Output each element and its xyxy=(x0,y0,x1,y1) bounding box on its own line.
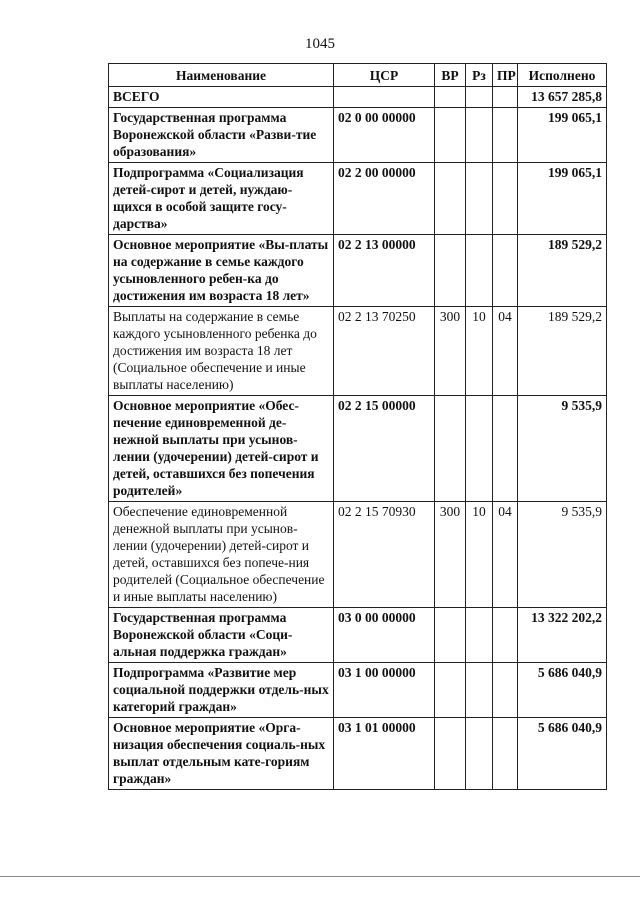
cell-name: Выплаты на содержание в семье каждого усыновленного ребенка до достижения им возраста 18 лет (Социальное обеспечение и иные выплаты населению) xyxy=(109,307,334,396)
table-row xyxy=(109,307,607,396)
cell-vr xyxy=(435,663,466,718)
cell-csr: 03 0 00 00000 xyxy=(334,608,435,663)
table-body xyxy=(109,87,607,790)
cell-rz xyxy=(466,663,493,718)
page-number: 1045 xyxy=(305,36,335,52)
cell-pr xyxy=(493,663,518,718)
cell-name: Основное мероприятие «Вы-платы на содержание в семье каждого усыновленного ребен-ка до достижения им возраста 18 лет» xyxy=(109,235,334,307)
cell-pr xyxy=(493,163,518,235)
cell-name: Подпрограмма «Социализация детей-сирот и детей, нуждаю-щихся в особой защите госу-дарства» xyxy=(109,163,334,235)
cell-executed: 9 535,9 xyxy=(518,396,607,502)
cell-name: Основное мероприятие «Обес-печение единовременной де-нежной выплаты при усынов-лении (удочерении) детей-сирот и детей, оставшихся без попечения родителей» xyxy=(109,396,334,502)
header-rz: Рз xyxy=(466,64,493,87)
cell-rz xyxy=(466,163,493,235)
cell-csr: 03 1 00 00000 xyxy=(334,663,435,718)
cell-rz xyxy=(466,108,493,163)
cell-executed: 189 529,2 xyxy=(518,307,607,396)
table-row xyxy=(109,663,607,718)
cell-csr: 02 2 13 00000 xyxy=(334,235,435,307)
cell-name: Государственная программа Воронежской области «Соци-альная поддержка граждан» xyxy=(109,608,334,663)
header-executed: Исполнено xyxy=(518,64,607,87)
cell-rz: 10 xyxy=(466,502,493,608)
cell-pr xyxy=(493,235,518,307)
table-row xyxy=(109,718,607,790)
cell-rz xyxy=(466,396,493,502)
cell-rz xyxy=(466,87,493,108)
cell-name: ВСЕГО xyxy=(109,87,334,108)
cell-name: Государственная программа Воронежской области «Разви-тие образования» xyxy=(109,108,334,163)
header-vr: ВР xyxy=(435,64,466,87)
cell-vr: 300 xyxy=(435,307,466,396)
cell-csr: 02 2 00 00000 xyxy=(334,163,435,235)
cell-pr xyxy=(493,396,518,502)
cell-csr: 02 2 15 70930 xyxy=(334,502,435,608)
cell-vr xyxy=(435,108,466,163)
page-bottom-rule xyxy=(0,876,640,877)
cell-csr: 02 2 13 70250 xyxy=(334,307,435,396)
cell-csr: 03 1 01 00000 xyxy=(334,718,435,790)
table-header-row xyxy=(109,64,607,87)
cell-name: Основное мероприятие «Орга-низация обеспечения социаль-ных выплат отдельным кате-гориям граждан» xyxy=(109,718,334,790)
header-pr: ПР xyxy=(493,64,518,87)
cell-csr: 02 2 15 00000 xyxy=(334,396,435,502)
cell-name: Подпрограмма «Развитие мер социальной поддержки отдель-ных категорий граждан» xyxy=(109,663,334,718)
cell-executed: 189 529,2 xyxy=(518,235,607,307)
budget-table xyxy=(108,63,607,790)
cell-vr xyxy=(435,163,466,235)
cell-vr xyxy=(435,235,466,307)
cell-pr xyxy=(493,608,518,663)
table-row xyxy=(109,108,607,163)
header-csr: ЦСР xyxy=(334,64,435,87)
table-row xyxy=(109,163,607,235)
cell-executed: 5 686 040,9 xyxy=(518,663,607,718)
cell-rz xyxy=(466,608,493,663)
cell-executed: 199 065,1 xyxy=(518,163,607,235)
cell-rz xyxy=(466,718,493,790)
cell-csr: 02 0 00 00000 xyxy=(334,108,435,163)
cell-executed: 199 065,1 xyxy=(518,108,607,163)
cell-vr xyxy=(435,718,466,790)
cell-executed: 5 686 040,9 xyxy=(518,718,607,790)
cell-vr: 300 xyxy=(435,502,466,608)
cell-executed: 13 322 202,2 xyxy=(518,608,607,663)
header-name: Наименование xyxy=(109,64,334,87)
cell-csr xyxy=(334,87,435,108)
cell-vr xyxy=(435,396,466,502)
table-row xyxy=(109,396,607,502)
table-row xyxy=(109,87,607,108)
cell-vr xyxy=(435,87,466,108)
table-row xyxy=(109,608,607,663)
cell-pr xyxy=(493,87,518,108)
cell-pr xyxy=(493,718,518,790)
table-row xyxy=(109,502,607,608)
cell-rz: 10 xyxy=(466,307,493,396)
cell-pr xyxy=(493,108,518,163)
cell-pr: 04 xyxy=(493,502,518,608)
table-row xyxy=(109,235,607,307)
cell-pr: 04 xyxy=(493,307,518,396)
cell-rz xyxy=(466,235,493,307)
cell-executed: 13 657 285,8 xyxy=(518,87,607,108)
cell-executed: 9 535,9 xyxy=(518,502,607,608)
cell-vr xyxy=(435,608,466,663)
cell-name: Обеспечение единовременной денежной выплаты при усынов-лении (удочерении) детей-сирот и детей, оставшихся без попече-ния родителей (Социальное обеспечение и иные выплаты населению) xyxy=(109,502,334,608)
